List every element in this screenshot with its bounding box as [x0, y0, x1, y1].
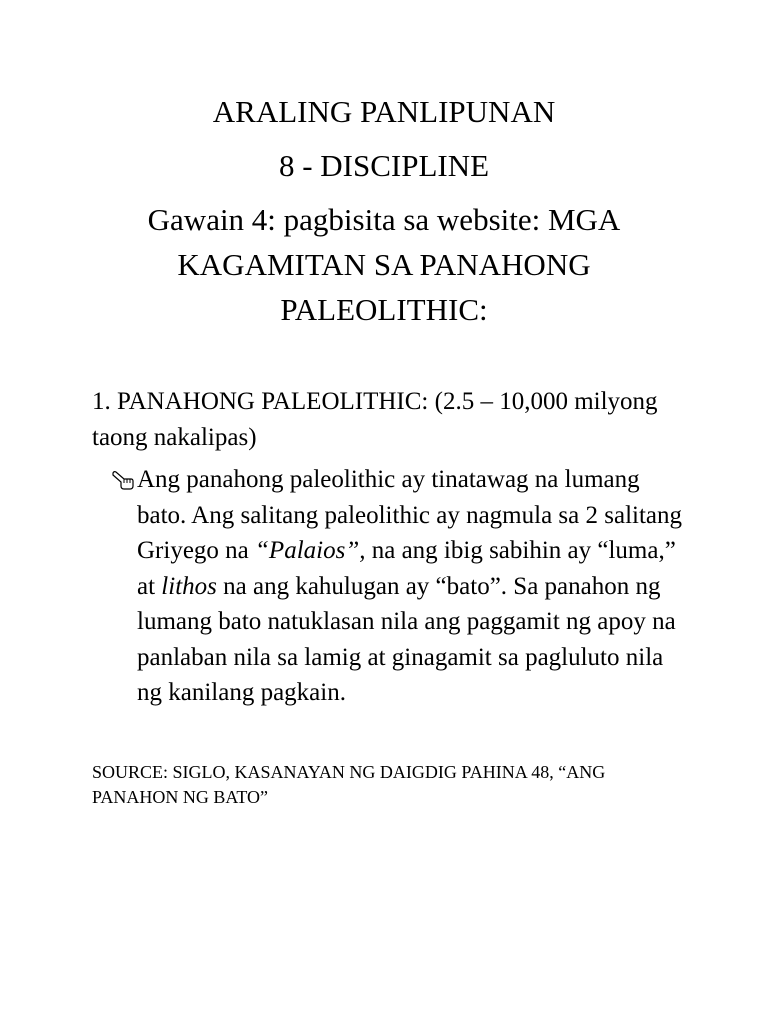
document-title: ARALING PANLIPUNAN	[212, 94, 556, 129]
grade-section-label: 8 - DISCIPLINE	[278, 148, 490, 183]
activity-title: Gawain 4: pagbisita sa website: MGA KAGAMITAN SA PANAHONG PALEOLITHIC:	[147, 202, 621, 327]
term-palaios: “Palaios”,	[255, 537, 366, 564]
paragraph-text-3: na ang kahulugan ay “bato”. Sa panahon ng lumang bato natuklasan nila ang paggamit ng apoy na panlaban nila sa lamig at ginagamit sa pagluluto nila ng kanilang pagkain.	[137, 572, 676, 706]
term-lithos: lithos	[161, 572, 217, 600]
source-citation: SOURCE: SIGLO, KASANAYAN NG DAIGDIG PAHINA 48, “ANG PANAHON NG BATO”	[92, 762, 606, 807]
bullet-item	[112, 462, 692, 711]
hand-pointing-icon	[112, 471, 134, 491]
section-heading: 1. PANAHONG PALEOLITHIC: (2.5 – 10,000 milyong taong nakalipas)	[92, 388, 658, 451]
paragraph-text-1: Ang panahong paleolithic ay tinatawag na lumang bato. Ang salitang paleolithic ay nagmula sa 2 salitang Griyego na	[137, 466, 683, 564]
bullet-paragraph	[137, 462, 692, 711]
paragraph-text-2: na ang ibig sabihin ay “luma,” at	[137, 537, 676, 600]
